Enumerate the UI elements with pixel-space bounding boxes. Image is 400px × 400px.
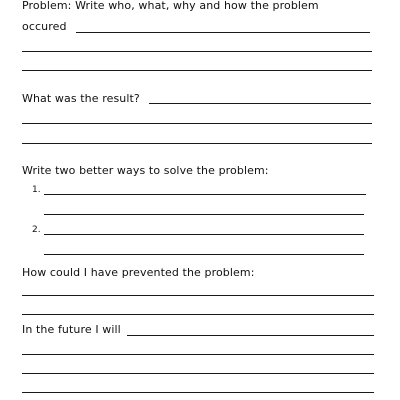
problem-answer-line-3[interactable] (22, 70, 372, 71)
problem-prompt-line-1: Problem: Write who, what, why and how the problem (22, 0, 319, 12)
better-way-2-line-1[interactable] (44, 234, 364, 235)
prevent-prompt: How could I have prevented the problem: (22, 266, 255, 279)
result-prompt: What was the result? (22, 92, 140, 105)
better-way-2-line-2[interactable] (44, 254, 364, 255)
better-ways-prompt: Write two better ways to solve the problem: (22, 164, 269, 177)
future-answer-line-2[interactable] (22, 354, 374, 355)
prevent-answer-line-1[interactable] (22, 295, 374, 296)
future-answer-line-3[interactable] (22, 373, 374, 374)
result-answer-line-1[interactable] (149, 103, 371, 104)
better-way-1-line-2[interactable] (44, 214, 364, 215)
better-way-1-line-1[interactable] (44, 194, 366, 195)
problem-answer-line-1[interactable] (76, 32, 370, 33)
prevent-answer-line-2[interactable] (22, 314, 374, 315)
problem-answer-line-2[interactable] (22, 51, 372, 52)
result-answer-line-2[interactable] (22, 123, 372, 124)
item-1-number: 1. (32, 185, 41, 195)
future-answer-line-1[interactable] (127, 335, 374, 336)
problem-prompt-line-2: occured (22, 20, 67, 33)
result-answer-line-3[interactable] (22, 143, 372, 144)
future-answer-line-4[interactable] (22, 392, 374, 393)
future-prompt: In the future I will (22, 323, 121, 336)
item-2-number: 2. (32, 225, 41, 235)
